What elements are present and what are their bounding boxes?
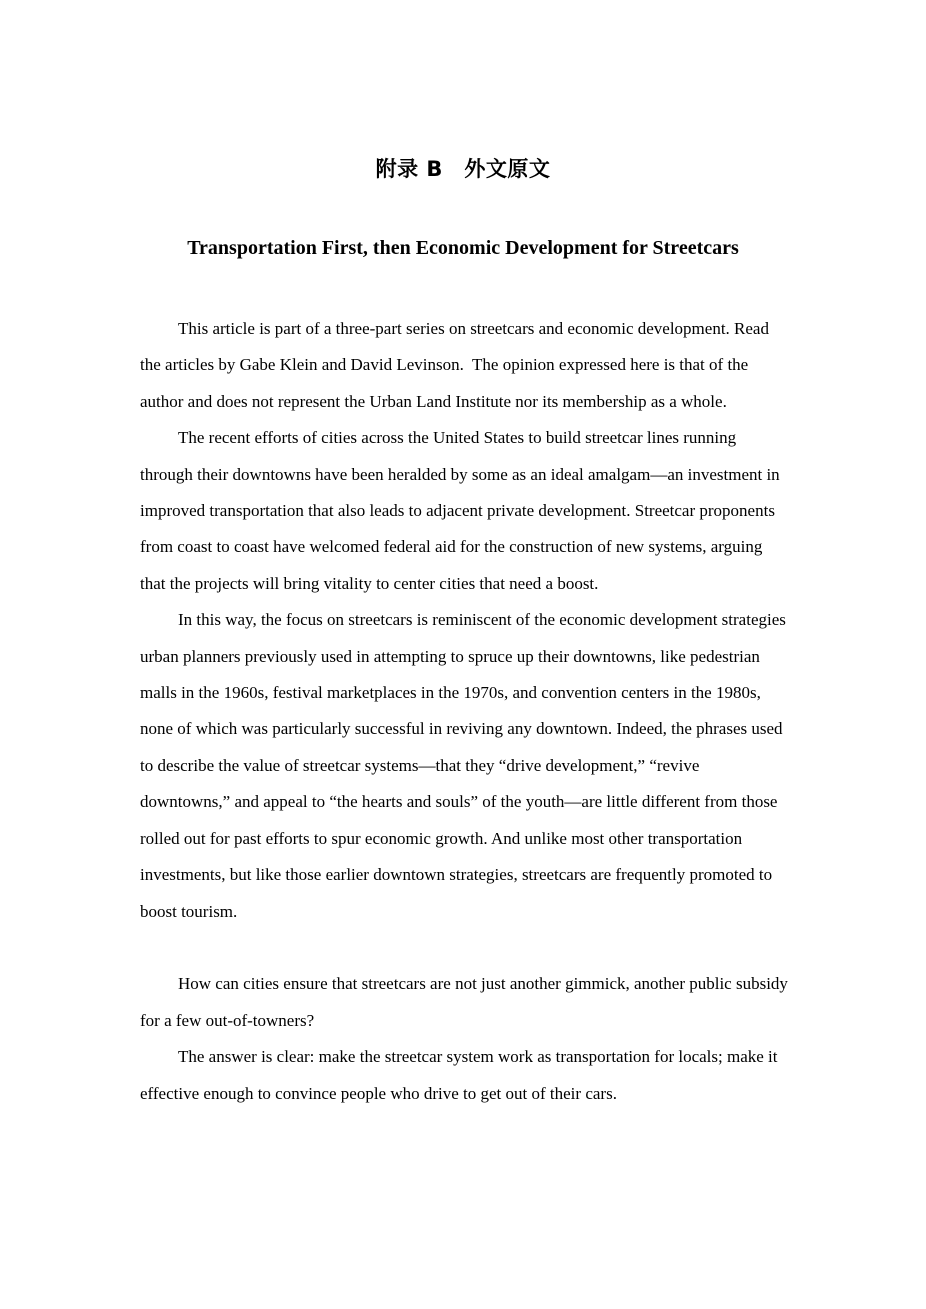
paragraph-answer: The answer is clear: make the streetcar system work as transportation for locals; make it effective enough to convince people who drive to get out of their cars. <box>140 1047 782 1103</box>
paragraph-reminiscent-strategies: In this way, the focus on streetcars is reminiscent of the economic development strategies urban planners previously used in attempting to spruce up their downtowns, like pedestrian malls in the 1960s, festival marketplaces in the 1970s, and convention centers in the 1980s, none of which was particularly successful in reviving any downtown. Indeed, the phrases used to describe the value of streetcar systems—that they “drive development,” “revive downtowns,” and appeal to “the hearts and souls” of the youth—are little different from those rolled out for past efforts to spur economic growth. And unlike most other transportation investments, but like those earlier downtown strategies, streetcars are frequently promoted to boost tourism. <box>140 610 791 921</box>
article-body <box>140 311 793 1112</box>
paragraph-series-note: This article is part of a three-part series on streetcars and economic development. Read the articles by Gabe Klein and David Levinson. The opinion expressed here is that of the author and does not represent the Urban Land Institute nor its membership as a whole. <box>140 319 774 411</box>
paragraph-question: How can cities ensure that streetcars are not just another gimmick, another public subsidy for a few out-of-towners? <box>140 974 793 1030</box>
paragraph-recent-efforts: The recent efforts of cities across the United States to build streetcar lines running through their downtowns have been heralded by some as an ideal amalgam—an investment in improved transportation that also leads to adjacent private development. Streetcar proponents from coast to coast have welcomed federal aid for the construction of new systems, arguing that the projects will bring vitality to center cities that need a boost. <box>140 428 784 593</box>
article-title: Transportation First, then Economic Development for Streetcars <box>187 237 739 259</box>
appendix-heading: 附录 B 外文原文 <box>375 157 551 181</box>
